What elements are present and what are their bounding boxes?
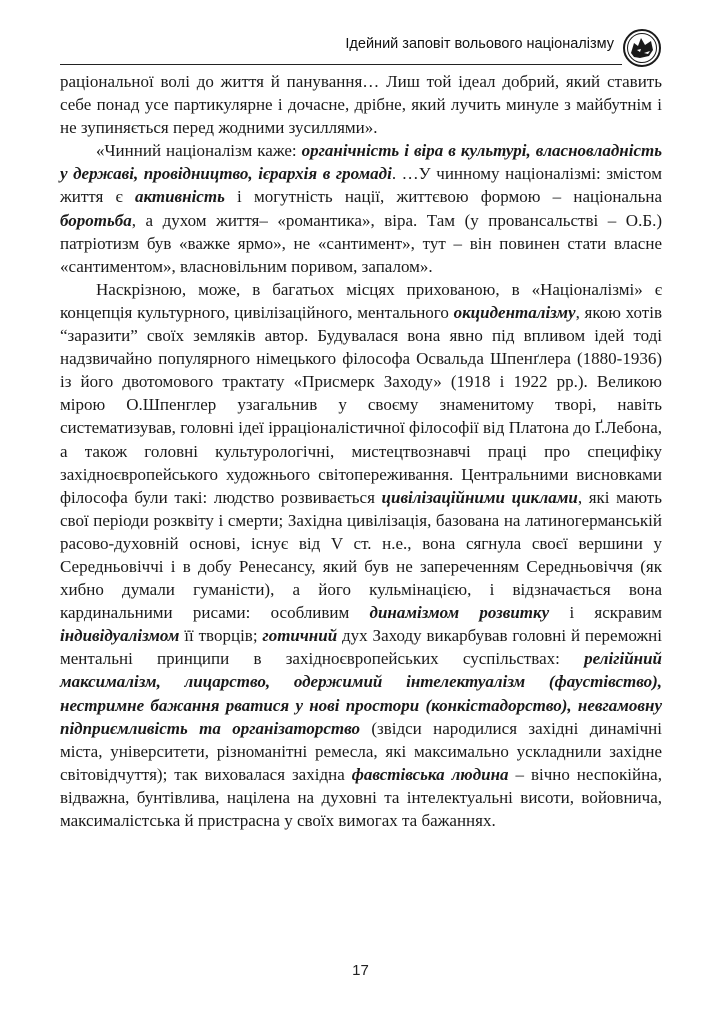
wolf-head-emblem-icon bbox=[622, 28, 662, 68]
emphasis-text: готичний bbox=[262, 626, 338, 646]
text-run: (звідси народилися західні динамічні міста, університети, різноманітні ремесла, які максимально ускладнили західне світовідчуття); так виховалася західна bbox=[60, 718, 662, 784]
emphasis-text: активність bbox=[134, 187, 225, 207]
text-run: . …У чинному націоналізмі: змістом життя є bbox=[60, 164, 662, 207]
text-run: Наскрізною, може, в багатьох місцях прихованою, в «Націоналізмі» є концепція культурного, цивілізаційного, ментального bbox=[60, 279, 662, 322]
text-run: «Чинний націоналізм каже: bbox=[96, 141, 302, 161]
text-run: її творців; bbox=[179, 626, 263, 646]
page-number: 17 bbox=[352, 962, 369, 979]
text-run: і могутність нації, життєвою формою – національна bbox=[224, 187, 662, 207]
emphasis-text: індивідуалізмом bbox=[60, 626, 180, 646]
text-run: , якою хотів “заразити” своїх земляків автор. Будувалася вона явно під впливом ідей тоді надзвичайно популярного німецького філософа Освальда Шпенґлера (1880-1936) із його двотомового трактату «Присмерк Заходу» (1918 і 1922 рр.). Великою мірою О.Шпенглер узагальнив у своєму знаменитому творі, навіть систематизував, головні ідеї ірраціоналістичної філософії від Платона до Ґ.Лебона, а також головні культурологічні, мистецтвознавчі праці про специфіку західноєвропейського художнього світопереживання. Центральними висновками філософа були такі: людство розвивається bbox=[60, 302, 662, 507]
emphasis-text: органічність і віра в культурі, власновладність у державі, провідництво, ієрархія в громаді bbox=[60, 141, 662, 184]
text-run: дух Заходу викарбував головні й переможні ментальні принципи в західноєвропейських суспільствах: bbox=[60, 626, 663, 669]
running-header bbox=[60, 26, 662, 66]
text-run: раціональної волі до життя й панування… Лиш той ідеал добрий, який ставить себе понад усе партикулярне і дочасне, дрібне, який лучить минуле з майбутнім і не зупиняється перед жодними зусиллями». bbox=[60, 72, 662, 138]
paragraph bbox=[60, 70, 662, 139]
text-run: – вічно неспокійна, відважна, бунтівлива, націлена на духовні та інтелектуальні висоти, войовнича, максималістська й пристрасна у своїх вимогах та бажаннях. bbox=[60, 764, 662, 830]
text-run: , які мають свої періоди розквіту і смерти; Західна цивілізація, базована на латиногерманській расово-духовній основі, існує від V ст. н.е., вона сягнула своєї вершини у Середньовіччі і в добу Ренесансу, який був не запереченням Середньовіччя (як хибно думали гуманісти), а його кульмінацією, і відзначається вона кардинальними рисами: особливим bbox=[60, 487, 662, 623]
text-run: і яскравим bbox=[549, 603, 662, 623]
text-run: , а духом життя– «романтика», віра. Там (у провансальстві – О.Б.) патріотизм був «важке ярмо», не «сантимент», тут – він повинен стати власне «сантиментом», власновільним поривом, запалом». bbox=[60, 210, 662, 276]
header-rule bbox=[60, 64, 622, 65]
paragraph bbox=[60, 278, 662, 832]
emphasis-text: боротьба bbox=[60, 210, 132, 230]
running-header-title: Ідейний заповіт вольового націоналізму bbox=[345, 36, 614, 52]
emphasis-text: фавстівська людина bbox=[351, 764, 509, 784]
emphasis-text: цивілізаційними циклами bbox=[381, 487, 578, 507]
emphasis-text: динамізмом розвитку bbox=[369, 603, 550, 623]
body-text bbox=[60, 70, 662, 832]
emphasis-text: окциденталізму bbox=[453, 302, 576, 322]
emphasis-text: релігійний максималізм, лицарство, одержимий інтелектуалізм (фаустівство), нестримне бажання рватися у нові простори (конкістадорство), невгамовну підприємливість та організаторство bbox=[60, 649, 662, 738]
paragraph bbox=[60, 139, 662, 278]
